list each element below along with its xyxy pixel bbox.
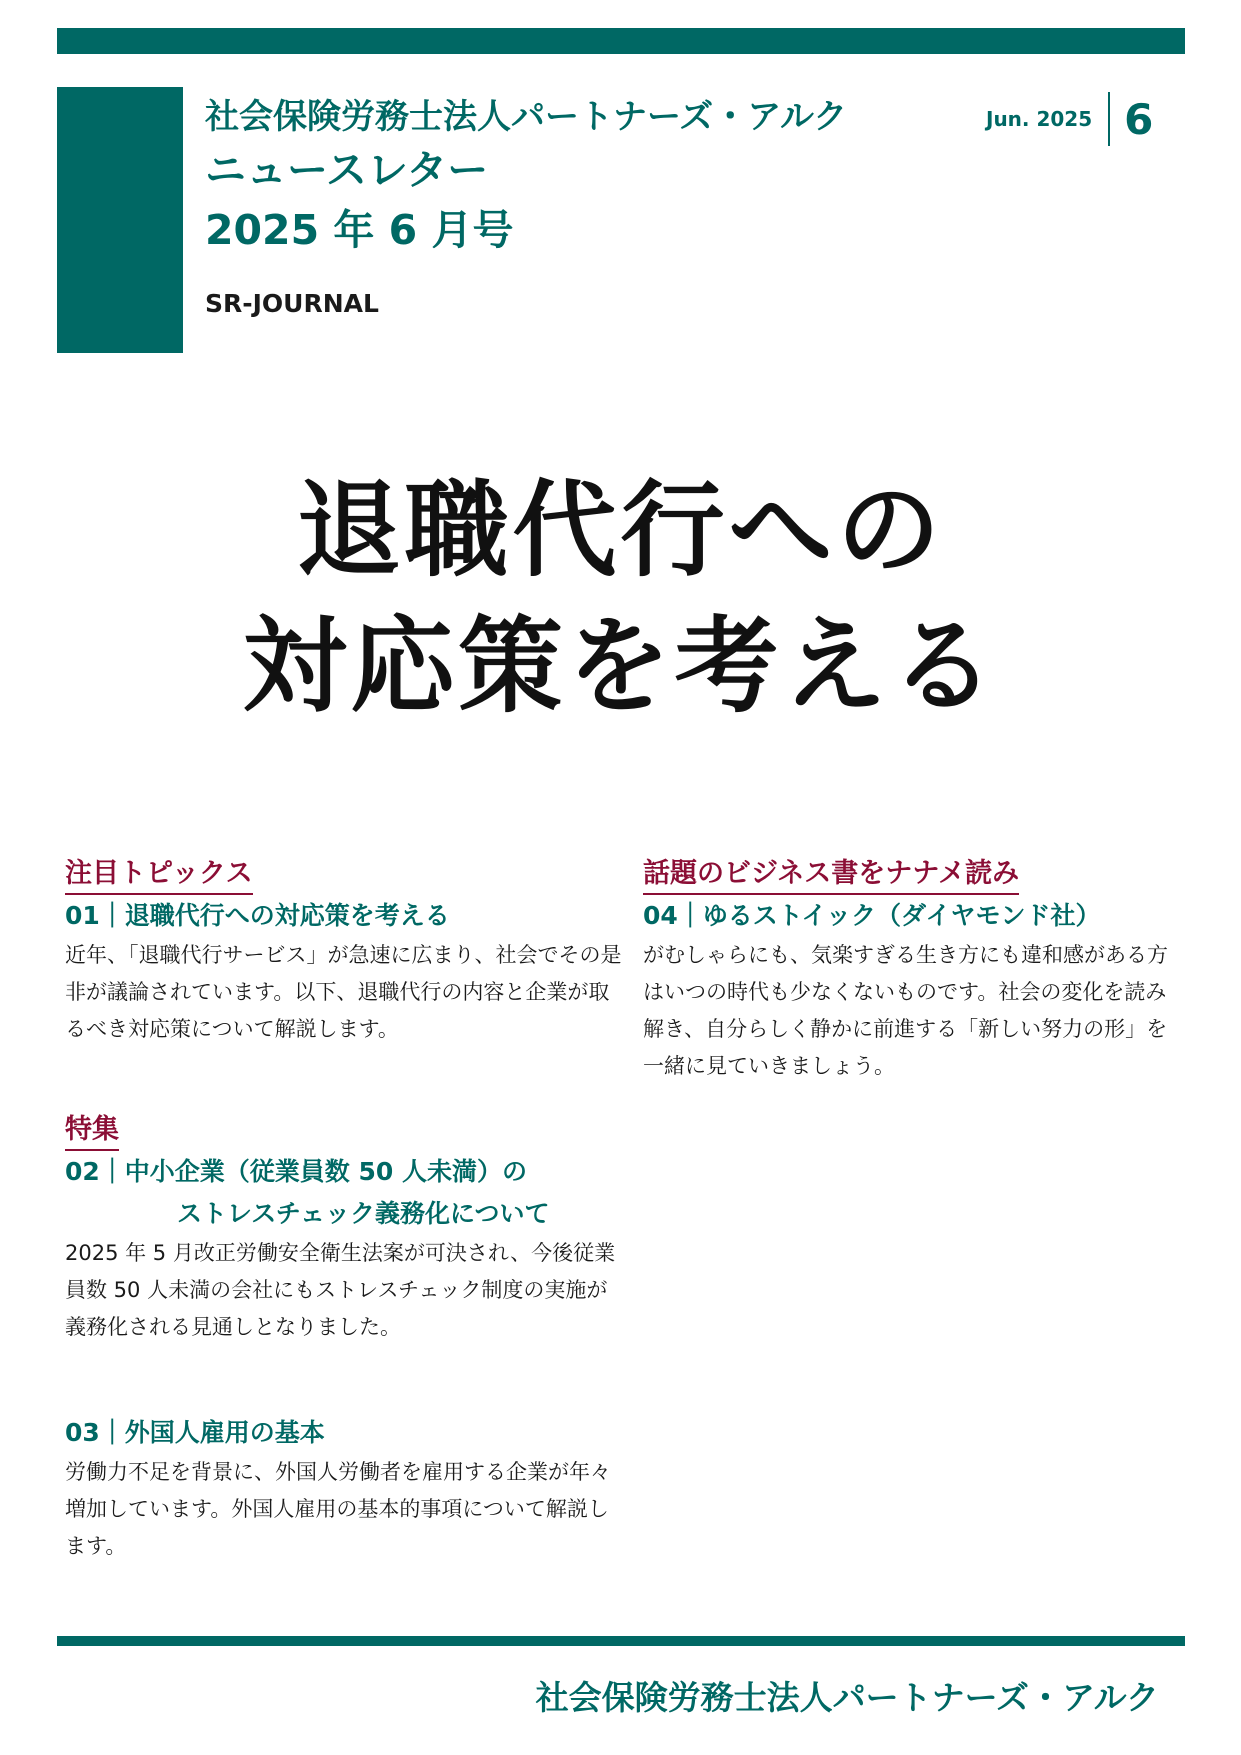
section-label-special: 特集 [65,1112,119,1151]
topic-block-01 [65,856,625,1048]
topic-title-01[interactable]: 01｜退職代行への対応策を考える [65,901,450,930]
header-color-block [57,87,183,353]
headline-line-1: 退職代行への [296,469,945,591]
section-label-featured: 注目トピックス [65,856,253,895]
footer-org-name: 社会保険労務士法人パートナーズ・アルク [535,1678,1159,1717]
bottom-accent-bar [57,1636,1185,1646]
topic-block-02 [65,1112,625,1346]
topic-title-02-line-2: ストレスチェック義務化について [177,1199,550,1228]
issue-date: Jun. 2025 [986,107,1093,131]
org-name: 社会保険労務士法人パートナーズ・アルク [205,97,848,137]
cover-headline [0,462,1241,734]
top-accent-bar [57,28,1185,54]
topic-block-04 [643,856,1183,1085]
topic-body-02: 2025 年 5 月改正労働安全衛生法案が可決され、今後従業員数 50 人未満の会社にもストレスチェック制度の実施が義務化される見通しとなりました。 [65,1241,616,1339]
topic-title-02-line-1: 02｜中小企業（従業員数 50 人未満）の [65,1157,527,1186]
topic-title-04[interactable]: 04｜ゆるストイック（ダイヤモンド社） [643,901,1101,930]
masthead [205,96,847,260]
topic-title-03[interactable]: 03｜外国人雇用の基本 [65,1418,325,1447]
issue-number: 6 [1124,94,1154,144]
issue-title: 2025 年 6 月号 [205,206,514,254]
left-column [65,856,625,1565]
journal-name: SR-JOURNAL [205,289,379,318]
topic-block-03 [65,1412,625,1565]
topic-title-02[interactable] [65,1151,625,1235]
issue-badge [986,92,1153,146]
topic-body-04: がむしゃらにも、気楽すぎる生き方にも違和感がある方はいつの時代も少なくないものです。社会の変化を読み解き、自分らしく静かに前進する「新しい努力の形」を一緒に見ていきましょう。 [643,943,1168,1078]
right-column [643,856,1183,1085]
topic-body-01: 近年、「退職代行サービス」が急速に広まり、社会でその是非が議論されています。以下、退職代行の内容と企業が取るべき対応策について解説します。 [65,943,622,1041]
section-label-books: 話題のビジネス書をナナメ読み [643,856,1019,895]
topic-body-03: 労働力不足を背景に、外国人労働者を雇用する企業が年々増加しています。外国人雇用の基本的事項について解説します。 [65,1460,611,1558]
headline-line-2: 対応策を考える [242,605,999,727]
newsletter-title: ニュースレター [205,146,489,194]
